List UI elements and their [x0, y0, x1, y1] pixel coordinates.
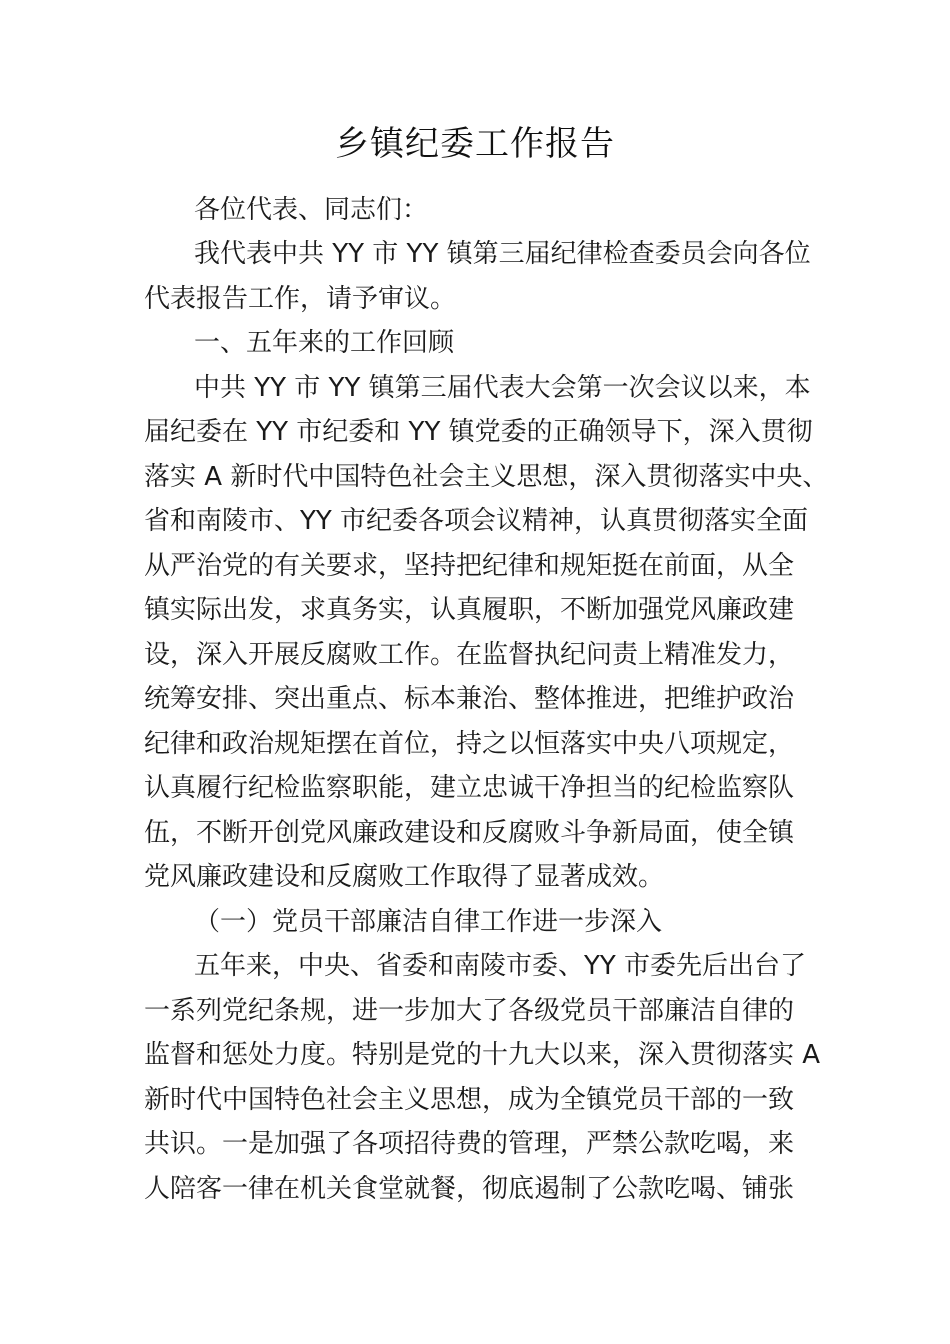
paragraph-line: 设，深入开展反腐败工作。在监督执纪问责上精准发力，	[144, 640, 795, 670]
paragraph-line: 我代表中共 YY 市 YY 镇第三届纪律检查委员会向各位	[194, 239, 811, 269]
paragraph-line: 省和南陵市、YY 市纪委各项会议精神，认真贯彻落实全面	[144, 506, 809, 536]
paragraph-line: 党风廉政建设和反腐败工作取得了显著成效。	[144, 862, 665, 892]
paragraph-line: 落实 A 新时代中国特色社会主义思想，深入贯彻落实中央、	[144, 462, 829, 492]
paragraph-line: 伍，不断开创党风廉政建设和反腐败斗争新局面，使全镇	[144, 818, 795, 848]
paragraph-line: 新时代中国特色社会主义思想，成为全镇党员干部的一致	[144, 1085, 795, 1115]
paragraph-line: 共识。一是加强了各项招待费的管理，严禁公款吃喝，来	[144, 1129, 795, 1159]
subsection-heading: （一）党员干部廉洁自律工作进一步深入	[194, 907, 663, 937]
paragraph-line: 纪律和政治规矩摆在首位，持之以恒落实中央八项规定，	[144, 729, 795, 759]
section-heading: 一、五年来的工作回顾	[194, 328, 455, 358]
paragraph-line: 一系列党纪条规，进一步加大了各级党员干部廉洁自律的	[144, 996, 795, 1026]
paragraph-line: 代表报告工作，请予审议。	[144, 284, 457, 314]
paragraph-line: 从严治党的有关要求，坚持把纪律和规矩挺在前面，从全	[144, 551, 795, 581]
paragraph-line: 人陪客一律在机关食堂就餐，彻底遏制了公款吃喝、铺张	[144, 1174, 795, 1204]
salutation: 各位代表、同志们：	[194, 195, 429, 225]
paragraph-line: 五年来，中央、省委和南陵市委、YY 市委先后出台了	[194, 951, 807, 981]
paragraph-line: 中共 YY 市 YY 镇第三届代表大会第一次会议以来，本	[194, 373, 811, 403]
paragraph-line: 监督和惩处力度。特别是党的十九大以来，深入贯彻落实 A	[144, 1040, 821, 1070]
paragraph-line: 认真履行纪检监察职能，建立忠诚干净担当的纪检监察队	[144, 773, 795, 803]
paragraph-line: 镇实际出发，求真务实，认真履职，不断加强党风廉政建	[144, 595, 795, 625]
paragraph-line: 统筹安排、突出重点、标本兼治、整体推进，把维护政治	[144, 684, 795, 714]
paragraph-line: 届纪委在 YY 市纪委和 YY 镇党委的正确领导下，深入贯彻	[144, 417, 813, 447]
document-title: 乡镇纪委工作报告	[335, 124, 615, 164]
